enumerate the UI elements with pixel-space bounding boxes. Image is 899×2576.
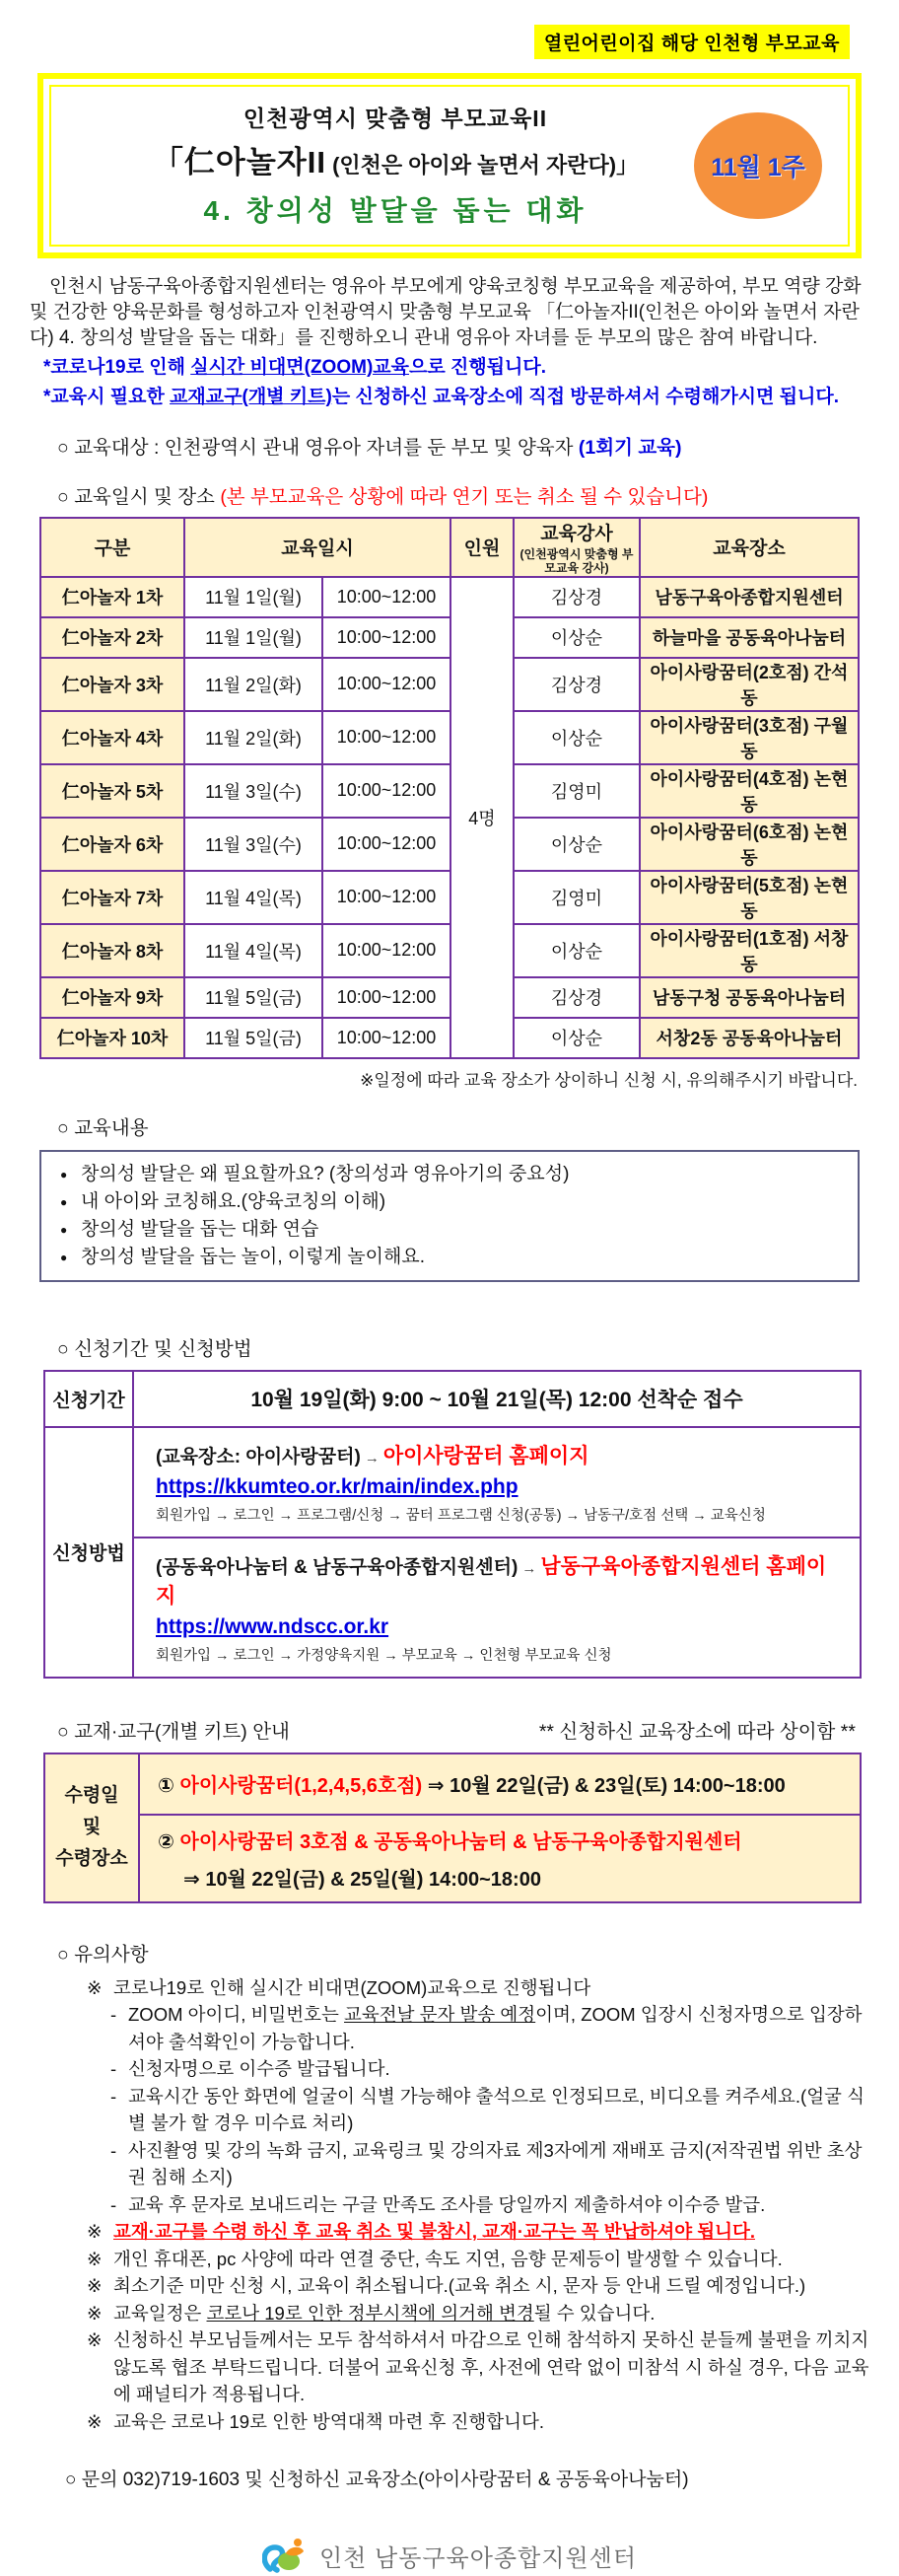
method-1-steps: 회원가입 → 로그인 → 프로그램/신청 → 꿈터 프로그램 신청(공통) → 남동구/호점 선택 → 교육신청 [156, 1507, 766, 1524]
col-header-division: 구분 [40, 518, 184, 577]
program-title-sub: (인천은 아이와 놀면서 자란다)」 [332, 153, 639, 178]
date-cell: 11월 3일(수) [184, 818, 322, 871]
zoom-note-pre: *코로나19로 인해 [43, 357, 191, 378]
kit-row-1 [44, 1753, 861, 1815]
title-box-inner [49, 85, 850, 247]
dash-marker: - [110, 2004, 117, 2026]
table-row [40, 871, 859, 924]
date-cell: 11월 4일(목) [184, 924, 322, 977]
notice-text [113, 2300, 655, 2327]
instructor-cell: 이상순 [514, 924, 640, 977]
kit-row-2-place: 아이사랑꿈터 3호점 & 공동육아나눔터 & 남동구육아종합지원센터 [179, 1830, 742, 1853]
notice-subitem [110, 2083, 879, 2137]
notice-marker: ※ [87, 2275, 103, 2297]
session-cell: 仁아놀자 6차 [40, 818, 184, 871]
col-header-instructor-main: 교육강사 [540, 524, 613, 544]
place-cell: 아이사랑꿈터(5호점) 논현동 [640, 871, 859, 924]
place-cell: 남동구육아종합지원센터 [640, 577, 859, 617]
method-1 [133, 1427, 861, 1538]
session-cell: 仁아놀자 3차 [40, 658, 184, 711]
table-row [40, 577, 859, 617]
notice-text-pre: 교육일정은 [113, 2302, 207, 2324]
method-2-url[interactable]: https://www.ndscc.or.kr [156, 1614, 389, 1638]
instructor-cell: 김영미 [514, 871, 640, 924]
instructor-cell: 이상순 [514, 1018, 640, 1058]
circled-1-icon: ① [158, 1775, 174, 1798]
date-cell: 11월 2일(화) [184, 711, 322, 764]
time-cell: 10:00~12:00 [322, 1018, 450, 1058]
table-row [40, 1018, 859, 1058]
kit-label [44, 1753, 139, 1902]
place-cell: 아이사랑꿈터(6호점) 논현동 [640, 818, 859, 871]
bullet-icon: ● [60, 1194, 68, 1209]
date-cell: 11월 1일(월) [184, 617, 322, 658]
schedule-heading-note: (본 부모교육은 상황에 따라 연기 또는 취소 될 수 있습니다) [220, 486, 709, 508]
session-cell: 仁아놀자 4차 [40, 711, 184, 764]
notice-marker: ※ [87, 1976, 103, 1998]
notice-item [87, 2300, 879, 2327]
kit-row-2-line1 [158, 1825, 846, 1854]
notice-text: 개인 휴대폰, pc 사양에 따라 연결 중단, 속도 지연, 음향 문제등이 발생할 수 있습니다. [113, 2248, 783, 2269]
notice-item [87, 2246, 879, 2273]
session-cell: 仁아놀자 8차 [40, 924, 184, 977]
intro-paragraph: 인천시 남동구육아종합지원센터는 영유아 부모에게 양육코칭형 부모교육을 제공하여, 부모 역량 강화 및 건강한 양육문화를 형성하고자 인천광역시 맞춤형 부모교육 「仁아놀자II(인천은 아이와 놀면서 자란다) 4. 창의성 발달을 돕는 대화」를 진행하오니 관내 영유아 자녀를 둔 부모의 많은 참여 바랍니다. [30, 276, 862, 348]
schedule-table [39, 517, 860, 1059]
place-cell: 하늘마을 공동육아나눔터 [640, 617, 859, 658]
time-cell: 10:00~12:00 [322, 577, 450, 617]
session-title: 4. 창의성 발달을 돕는 대화 [203, 195, 588, 226]
bullet-icon: ● [60, 1222, 68, 1237]
table-row [40, 711, 859, 764]
target-highlight: (1회기 교육) [578, 437, 682, 459]
title-text-block [75, 101, 716, 229]
notice-marker: ※ [87, 2248, 103, 2269]
notice-marker: ※ [87, 2410, 103, 2432]
kit-label-line1: 수령일 [64, 1784, 119, 1806]
notice-text-pre: ZOOM 아이디, 비밀번호는 [128, 2004, 345, 2026]
notice-subitem [110, 2191, 879, 2219]
table-row [40, 658, 859, 711]
kit-row-2 [44, 1815, 861, 1902]
contents-box [39, 1150, 860, 1282]
table-row [40, 818, 859, 871]
notice-text: 교육시간 동안 화면에 얼굴이 식별 가능해야 출석으로 인정되므로, 비디오를 켜주세요.(얼굴 식별 불가 할 경우 미수료 처리) [128, 2085, 864, 2134]
content-item-text: 내 아이와 코칭해요.(양육코칭의 이해) [81, 1190, 386, 1212]
method-label: 신청방법 [44, 1427, 133, 1678]
notice-text-underline: 교육전날 문자 발송 예정 [344, 2004, 536, 2026]
kit-label-line2: 및 [82, 1817, 102, 1838]
date-cell: 11월 2일(화) [184, 658, 322, 711]
time-cell: 10:00~12:00 [322, 924, 450, 977]
instructor-cell: 김상경 [514, 977, 640, 1018]
kit-heading: ○ 교재·교구(개별 키트) 안내 [57, 1720, 290, 1743]
table-row [40, 764, 859, 818]
kit-row-1-place: 아이사랑꿈터(1,2,4,5,6호점) [179, 1775, 423, 1798]
session-cell: 仁아놀자 1차 [40, 577, 184, 617]
dash-marker: - [110, 2058, 117, 2080]
schedule-header-row [40, 518, 859, 577]
table-row [40, 617, 859, 658]
session-cell: 仁아놀자 10차 [40, 1018, 184, 1058]
place-cell: 아이사랑꿈터(4호점) 논현동 [640, 764, 859, 818]
kit-pickup-note-post: 는 신청하신 교육장소에 직접 방문하셔서 수령해가시면 됩니다. [331, 387, 840, 407]
kit-table [43, 1753, 862, 1903]
notice-text: 신청자명으로 이수증 발급됩니다. [128, 2058, 390, 2080]
method-1-place: (교육장소: 아이사랑꿈터) [156, 1446, 361, 1467]
method-2-site: 남동구육아종합지원센터 홈페이지 [156, 1554, 827, 1608]
content-item [55, 1244, 844, 1271]
arrow-icon: → [521, 1559, 537, 1577]
instructor-cell: 김영미 [514, 764, 640, 818]
method-1-line [156, 1440, 846, 1469]
content-item [55, 1188, 844, 1216]
session-cell: 仁아놀자 2차 [40, 617, 184, 658]
kit-label-line3: 수령장소 [55, 1848, 128, 1870]
period-label: 신청기간 [44, 1371, 133, 1427]
date-cell: 11월 3일(수) [184, 764, 322, 818]
place-cell: 아이사랑꿈터(3호점) 구월동 [640, 711, 859, 764]
method-1-url[interactable]: https://kkumteo.or.kr/main/index.php [156, 1474, 519, 1498]
date-cell: 11월 4일(목) [184, 871, 322, 924]
week-badge: 11월 1주 [694, 112, 822, 219]
notice-subitem [110, 2001, 879, 2055]
method-row-2 [44, 1538, 861, 1678]
content-item-text: 창의성 발달은 왜 필요할까요? (창의성과 영유아기의 중요성) [81, 1163, 570, 1184]
place-cell: 아이사랑꿈터(1호점) 서창동 [640, 924, 859, 977]
notice-text-post: 이며, ZOOM 입장시 신청자명으로 입장하셔야 출석확인이 가능합니다. [128, 2004, 863, 2052]
org-name: 인천 남동구육아종합지원센터 [318, 2544, 638, 2572]
schedule-footnote: ※일정에 따라 교육 장소가 상이하니 신청 시, 유의해주시기 바랍니다. [360, 1070, 858, 1090]
notice-subitem [110, 2055, 879, 2083]
date-cell: 11월 5일(금) [184, 977, 322, 1018]
notice-item-return-warning [87, 2218, 879, 2246]
center-logo [262, 2535, 310, 2576]
circled-2-icon: ② [158, 1830, 174, 1853]
time-cell: 10:00~12:00 [322, 658, 450, 711]
notice-item [87, 2272, 879, 2300]
schedule-heading-text: ○ 교육일시 및 장소 [57, 486, 221, 508]
session-cell: 仁아놀자 5차 [40, 764, 184, 818]
table-row [40, 977, 859, 1018]
instructor-cell: 이상순 [514, 617, 640, 658]
application-heading: ○ 신청기간 및 신청방법 [57, 1337, 252, 1360]
footer [0, 2535, 899, 2576]
method-2-line [156, 1550, 846, 1610]
date-cell: 11월 1일(월) [184, 577, 322, 617]
place-cell: 남동구청 공동육아나눔터 [640, 977, 859, 1018]
time-cell: 10:00~12:00 [322, 977, 450, 1018]
notices-heading: ○ 유의사항 [57, 1943, 149, 1966]
content-item-text: 창의성 발달을 돕는 대화 연습 [81, 1218, 319, 1240]
dash-marker: - [110, 2193, 117, 2215]
notice-text-underline: 코로나 19로 인한 정부시책에 의거해 변경 [206, 2302, 534, 2324]
instructor-cell: 김상경 [514, 658, 640, 711]
notice-text: 신청하신 부모님들께서는 모두 참석하셔서 마감으로 인해 참석하지 못하신 분들께 불편을 끼치지 않도록 협조 부탁드립니다. 더불어 교육신청 후, 사전에 연락 없이 미참석 시 하실 경우, 다음 교육에 패널티가 적용됩니다. [113, 2329, 869, 2405]
instructor-cell: 이상순 [514, 711, 640, 764]
time-cell: 10:00~12:00 [322, 617, 450, 658]
kit-row-1-time: ⇒ 10월 22일(금) & 23일(토) 14:00~18:00 [427, 1775, 786, 1798]
bullet-icon: ● [60, 1250, 68, 1264]
session-cell: 仁아놀자 9차 [40, 977, 184, 1018]
time-cell: 10:00~12:00 [322, 818, 450, 871]
contents-heading: ○ 교육내용 [57, 1116, 149, 1139]
notice-text: 교육 후 문자로 보내드리는 구글 만족도 조사를 당일까지 제출하셔야 이수증 발급. [128, 2193, 766, 2215]
notice-text: 코로나19로 인해 실시간 비대면(ZOOM)교육으로 진행됩니다 [113, 1976, 591, 1998]
notice-text: 교육은 코로나 19로 인한 방역대책 마련 후 진행합니다. [113, 2410, 544, 2432]
notice-text [128, 2001, 879, 2055]
kit-pickup-note-pre: *교육시 필요한 [43, 387, 171, 407]
content-item-text: 창의성 발달을 돕는 놀이, 이렇게 놀이해요. [81, 1246, 425, 1267]
method-2-place: (공동육아나눔터 & 남동구육아종합지원센터) [156, 1556, 519, 1578]
notice-marker: ※ [87, 2302, 103, 2324]
notice-text: 최소기준 미만 신청 시, 교육이 취소됩니다.(교육 취소 시, 문자 등 안내 드릴 예정입니다.) [113, 2275, 806, 2297]
time-cell: 10:00~12:00 [322, 871, 450, 924]
title-box [37, 73, 862, 258]
place-cell: 아이사랑꿈터(2호점) 간석동 [640, 658, 859, 711]
col-header-instructor-sub: (인천광역시 맞춤형 부모교육 강사) [519, 547, 634, 576]
period-value: 10월 19일(화) 9:00 ~ 10월 21일(목) 12:00 선착순 접수 [133, 1371, 861, 1427]
title-line1: 인천광역시 맞춤형 부모교육II [242, 106, 548, 131]
method-row-1 [44, 1427, 861, 1538]
notice-marker: ※ [87, 2329, 103, 2351]
application-table [43, 1370, 862, 1679]
time-cell: 10:00~12:00 [322, 711, 450, 764]
time-cell: 10:00~12:00 [322, 764, 450, 818]
instructor-cell: 이상순 [514, 818, 640, 871]
col-header-place: 교육장소 [640, 518, 859, 577]
dash-marker: - [110, 2139, 117, 2161]
program-title-main: 「仁아놀자II [152, 145, 326, 179]
notice-text: 교재·교구를 수령 하신 후 교육 취소 및 불참시, 교재·교구는 꼭 반납하셔야 됩니다. [113, 2221, 756, 2243]
method-2 [133, 1538, 861, 1678]
date-cell: 11월 5일(금) [184, 1018, 322, 1058]
zoom-note-underline: 실시간 비대면(ZOOM)교육 [190, 357, 409, 378]
col-header-datetime: 교육일시 [184, 518, 450, 577]
period-row [44, 1371, 861, 1427]
method-2-steps: 회원가입 → 로그인 → 가정양육지원 → 부모교육 → 인천형 부모교육 신청 [156, 1647, 612, 1664]
content-item [55, 1161, 844, 1188]
kit-row-2-time: ⇒ 10월 22일(금) & 25일(월) 14:00~18:00 [183, 1868, 541, 1891]
dash-marker: - [110, 2085, 117, 2107]
kit-row-1-cell [139, 1753, 861, 1815]
notice-item [87, 2326, 879, 2408]
notice-text-post: 될 수 있습니다. [533, 2302, 656, 2324]
zoom-note [43, 354, 865, 381]
top-banner: 열린어린이집 해당 인천형 부모교육 [534, 25, 850, 59]
kit-row-2-cell [139, 1815, 861, 1902]
col-header-instructor [514, 518, 640, 577]
banner-row [0, 25, 850, 59]
content-item [55, 1216, 844, 1244]
target-text: ○ 교육대상 : 인천광역시 관내 영유아 자녀를 둔 부모 및 양육자 [57, 437, 579, 459]
notice-text: 사진촬영 및 강의 녹화 금지, 교육링크 및 강의자료 제3자에게 재배포 금지(저작권법 위반 초상권 침해 소지) [128, 2139, 863, 2188]
contact-line: ○ 문의 032)719-1603 및 신청하신 교육장소(아이사랑꿈터 & 공동육아나눔터) [65, 2469, 689, 2491]
session-cell: 仁아놀자 7차 [40, 871, 184, 924]
arrow-icon: → [364, 1449, 380, 1467]
capacity-cell: 4명 [450, 577, 514, 1058]
kit-heading-row [57, 1716, 856, 1744]
instructor-cell: 김상경 [514, 577, 640, 617]
zoom-note-post: 으로 진행됩니다. [408, 357, 547, 378]
kit-pickup-note [43, 384, 865, 410]
schedule-heading [57, 481, 879, 509]
notice-item [87, 2408, 879, 2436]
col-header-capacity: 인원 [450, 518, 514, 577]
notice-item [87, 1974, 879, 2002]
notice-subitem [110, 2137, 879, 2191]
kit-note-right: ** 신청하신 교육장소에 따라 상이함 ** [538, 1720, 856, 1743]
program-title [75, 137, 716, 181]
bullet-icon: ● [60, 1167, 68, 1181]
table-row [40, 924, 859, 977]
kit-pickup-note-underline: 교재교구(개별 키트) [170, 387, 332, 407]
method-1-site: 아이사랑꿈터 홈페이지 [382, 1444, 589, 1467]
place-cell: 서창2동 공동육아나눔터 [640, 1018, 859, 1058]
target-line [57, 432, 879, 460]
notice-marker: ※ [87, 2221, 103, 2243]
